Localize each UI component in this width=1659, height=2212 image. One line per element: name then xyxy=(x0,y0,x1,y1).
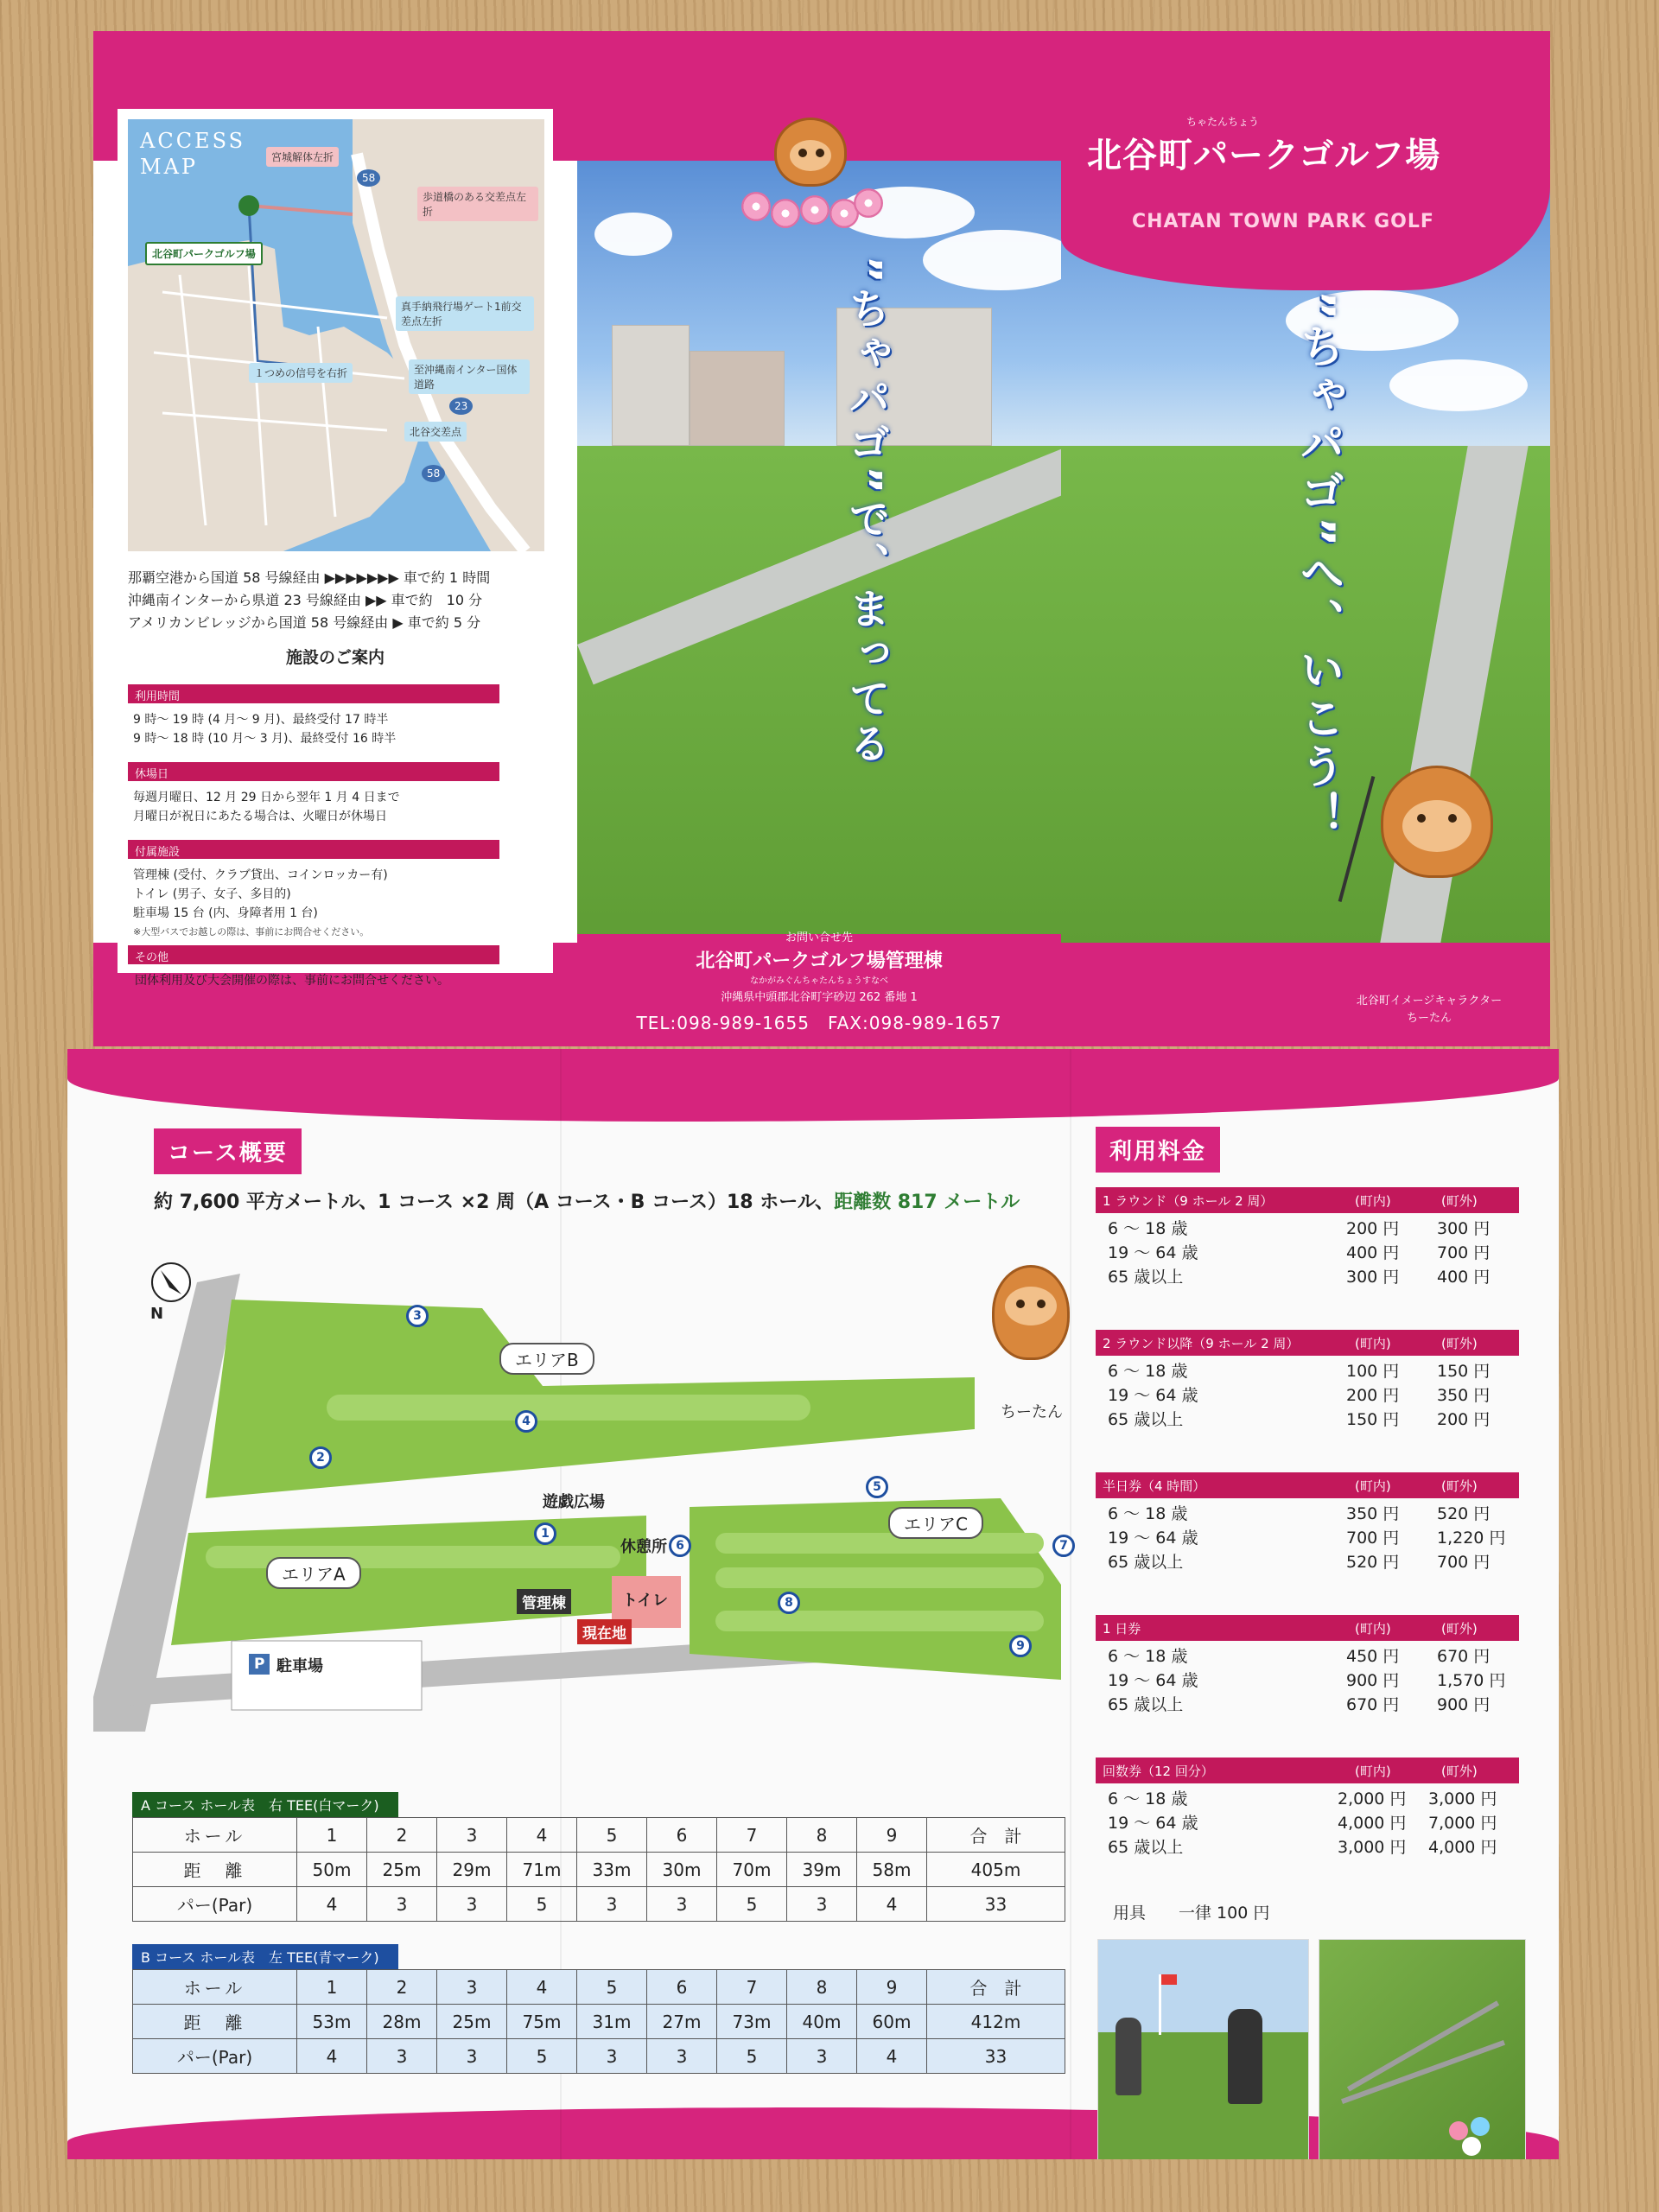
player-figure xyxy=(1228,2009,1262,2104)
amenity-line: 管理棟 (受付、クラブ貸出、コインロッカー有) xyxy=(133,868,388,882)
contact-label: お問い合せ先 xyxy=(785,931,853,944)
cell: 3 xyxy=(787,2039,857,2074)
parking-lot xyxy=(232,1641,422,1710)
other-label: その他 xyxy=(128,945,499,964)
building xyxy=(690,351,785,446)
fee-out: 3,000 円 xyxy=(1428,1789,1497,1808)
fee-out: 150 円 xyxy=(1437,1362,1491,1381)
cell: 4 xyxy=(297,1887,367,1922)
cell: 405m xyxy=(927,1853,1065,1887)
amenity-line: 駐車場 15 台 (内、身障者用 1 台) xyxy=(133,906,318,920)
hours-line: 9 時～ 19 時 (4 月～ 9 月)、最終受付 17 時半 xyxy=(133,713,389,727)
route-line-text: アメリカンビレッジから国道 58 号線経由 ▶ 車で約 5 分 xyxy=(128,614,481,631)
cell: 30m xyxy=(647,1853,717,1887)
label-chatan: 北谷交差点 xyxy=(404,422,467,442)
fee-out: 4,000 円 xyxy=(1428,1838,1497,1857)
fee-age: 65 歳以上 xyxy=(1108,1268,1184,1287)
access-map xyxy=(128,119,544,551)
cell: 3 xyxy=(577,2039,647,2074)
label-first-signal: １つめの信号を右折 xyxy=(249,363,353,383)
access-panel xyxy=(93,31,577,1046)
cell: 4 xyxy=(297,2039,367,2074)
mascot-eye xyxy=(798,149,807,157)
route-23-sign: 23 xyxy=(449,397,473,415)
contact-name: 北谷町パークゴルフ場管理棟 xyxy=(696,950,943,972)
fee-out: 7,000 円 xyxy=(1428,1814,1497,1833)
contact-block xyxy=(577,928,1061,1034)
route-58-sign: 58 xyxy=(357,169,380,187)
rest-label: 休憩所 xyxy=(620,1538,667,1556)
row-header: ホール xyxy=(133,1818,297,1853)
closed-label: 休場日 xyxy=(128,762,499,781)
fee-row xyxy=(1096,1356,1519,1380)
summary-highlight: 距離数 817 メートル xyxy=(834,1192,1020,1213)
flower-icon xyxy=(800,195,830,225)
fee-head xyxy=(1096,1472,1519,1498)
fee-age: 6 ～ 18 歳 xyxy=(1108,1789,1188,1808)
parking-icon: P xyxy=(249,1654,270,1675)
club-shaft xyxy=(1347,2000,1499,2091)
row-header: パー(Par) xyxy=(133,2039,297,2074)
cell: 75m xyxy=(507,2005,577,2039)
current-location-label: 現在地 xyxy=(577,1619,632,1644)
label-okinawa-ic: 至沖縄南インター国体道路 xyxy=(409,359,530,394)
golf-ball xyxy=(1471,2117,1490,2136)
fee-col-out: (町外) xyxy=(1441,1336,1478,1351)
table-row xyxy=(133,1853,1065,1887)
cell: 58m xyxy=(857,1853,927,1887)
fees-heading: 利用料金 xyxy=(1096,1127,1220,1173)
cell: 4 xyxy=(857,1887,927,1922)
hole-marker: 5 xyxy=(866,1476,888,1498)
fee-age: 19 ～ 64 歳 xyxy=(1108,1671,1198,1690)
fee-col-in: (町内) xyxy=(1355,1764,1391,1779)
hole-marker: 7 xyxy=(1052,1535,1075,1557)
brochure-inner-side xyxy=(67,1049,1559,2159)
cell: 25m xyxy=(367,1853,437,1887)
fee-row xyxy=(1096,1380,1519,1404)
row-header: ホール xyxy=(133,1970,297,2005)
table-row xyxy=(133,2005,1065,2039)
cell: 412m xyxy=(927,2005,1065,2039)
row-header: パー(Par) xyxy=(133,1887,297,1922)
fee-out: 200 円 xyxy=(1437,1410,1491,1429)
mascot-eye xyxy=(1016,1300,1025,1308)
cell: 8 xyxy=(787,1818,857,1853)
fee-out: 520 円 xyxy=(1437,1504,1491,1523)
cell: 40m xyxy=(787,2005,857,2039)
fee-in: 150 円 xyxy=(1346,1410,1400,1429)
cell: 9 xyxy=(857,1818,927,1853)
fee-col-in: (町内) xyxy=(1355,1193,1391,1209)
cell: 3 xyxy=(647,1887,717,1922)
title-ruby: ちゃたんちょう xyxy=(1186,116,1260,128)
fee-age: 6 ～ 18 歳 xyxy=(1108,1504,1188,1523)
fees-panel xyxy=(1087,1118,1536,2069)
cell: 7 xyxy=(717,1970,787,2005)
route-58-sign: 58 xyxy=(422,465,445,482)
fee-head xyxy=(1096,1187,1519,1213)
fee-in: 4,000 円 xyxy=(1338,1814,1407,1833)
cell: 3 xyxy=(437,1818,507,1853)
photo-clubs xyxy=(1319,1939,1526,2159)
table-row xyxy=(133,1970,1065,2005)
cell: 73m xyxy=(717,2005,787,2039)
route-line xyxy=(249,206,353,214)
fee-head xyxy=(1096,1615,1519,1641)
fee-in: 670 円 xyxy=(1346,1695,1400,1714)
cell: 6 xyxy=(647,1970,717,2005)
fee-row xyxy=(1096,1832,1519,1856)
cloud xyxy=(594,213,672,256)
fee-in: 200 円 xyxy=(1346,1386,1400,1405)
flower-icon xyxy=(771,199,800,228)
cell: 50m xyxy=(297,1853,367,1887)
fee-block xyxy=(1096,1615,1519,1713)
mascot-eye xyxy=(1448,814,1457,823)
cover-panel xyxy=(1061,31,1550,1046)
mascot-eye xyxy=(1417,814,1426,823)
fee-row xyxy=(1096,1404,1519,1428)
fee-col-out: (町外) xyxy=(1441,1478,1478,1494)
table-a xyxy=(132,1817,1065,1922)
cell: 8 xyxy=(787,1970,857,2005)
cell: 5 xyxy=(717,2039,787,2074)
cell: 合 計 xyxy=(927,1818,1065,1853)
cell: 1 xyxy=(297,1970,367,2005)
map-title-line-2: MAP xyxy=(140,155,199,179)
fee-row xyxy=(1096,1547,1519,1571)
cell: 33m xyxy=(577,1853,647,1887)
route-line-text: 那覇空港から国道 58 号線経由 ▶▶▶▶▶▶▶ 車で約 1 時間 xyxy=(128,569,491,586)
fee-title: 回数券（12 回分） xyxy=(1103,1764,1214,1779)
fee-out: 1,570 円 xyxy=(1437,1671,1506,1690)
cell: 33 xyxy=(927,2039,1065,2074)
hole-marker: 1 xyxy=(534,1522,556,1545)
summary-text: 約 7,600 平方メートル、1 コース ×2 周（A コース・B コース）18 ホール、 xyxy=(154,1192,835,1213)
pink-band xyxy=(67,1049,1559,1122)
amenities-text xyxy=(133,866,531,942)
cell: 5 xyxy=(577,1818,647,1853)
fee-row xyxy=(1096,1262,1519,1286)
fee-row xyxy=(1096,1783,1519,1808)
mascot-pointing xyxy=(975,1256,1087,1386)
map-title xyxy=(140,128,245,180)
hours-label: 利用時間 xyxy=(128,684,499,703)
fairway-area-c xyxy=(690,1498,1061,1680)
slogan-vertical: ”ちゃパゴ”へ、いこう！ xyxy=(1292,290,1344,841)
cell: 33 xyxy=(927,1887,1065,1922)
hole-marker: 8 xyxy=(778,1592,800,1614)
fee-age: 65 歳以上 xyxy=(1108,1695,1184,1714)
fee-block xyxy=(1096,1187,1519,1286)
amenity-line: トイレ (男子、女子、多目的) xyxy=(133,887,291,901)
mascot-face xyxy=(1005,1287,1057,1325)
fee-head xyxy=(1096,1330,1519,1356)
fee-out: 700 円 xyxy=(1437,1553,1491,1572)
fee-in: 520 円 xyxy=(1346,1553,1400,1572)
facility-title: 施設のご案内 xyxy=(285,648,385,667)
cell: 3 xyxy=(437,2039,507,2074)
fee-col-in: (町内) xyxy=(1355,1621,1391,1637)
photo-players xyxy=(1097,1939,1309,2159)
golf-ball xyxy=(1449,2121,1468,2140)
fee-age: 6 ～ 18 歳 xyxy=(1108,1362,1188,1381)
fee-age: 65 歳以上 xyxy=(1108,1410,1184,1429)
table-row xyxy=(133,1887,1065,1922)
area-a-tag: エリアA xyxy=(266,1557,361,1589)
other-text: 団体利用及び大会開催の際は、事前にお問合せください。 xyxy=(135,974,449,988)
cell: 2 xyxy=(367,1970,437,2005)
contact-address: 沖縄県中頭郡北谷町字砂辺 262 番地 1 xyxy=(721,991,918,1004)
golf-ball xyxy=(1462,2137,1481,2156)
fee-out: 1,220 円 xyxy=(1437,1529,1506,1548)
row-header: 距 離 xyxy=(133,2005,297,2039)
cell: 合 計 xyxy=(927,1970,1065,2005)
fee-out: 300 円 xyxy=(1437,1219,1491,1238)
cloud xyxy=(923,230,1061,290)
fee-row xyxy=(1096,1641,1519,1665)
label-miyagi: 宮城解体左折 xyxy=(266,147,339,167)
mascot-face xyxy=(1402,800,1471,852)
fee-col-in: (町内) xyxy=(1355,1478,1391,1494)
cell: 60m xyxy=(857,2005,927,2039)
cell: 2 xyxy=(367,1818,437,1853)
fee-in: 900 円 xyxy=(1346,1671,1400,1690)
cell: 3 xyxy=(577,1887,647,1922)
caption-line: ちーたん xyxy=(1406,1012,1452,1025)
hole-marker: 2 xyxy=(309,1446,332,1469)
fee-age: 65 歳以上 xyxy=(1108,1838,1184,1857)
parking-label: 駐車場 xyxy=(276,1657,323,1675)
table-b-title: B コース ホール表 左 TEE(青マーク) xyxy=(132,1944,398,1969)
amenity-note: ※大型バスでお越しの際は、事前にお問合せください。 xyxy=(133,926,370,938)
fee-out: 350 円 xyxy=(1437,1386,1491,1405)
slogan-vertical: ”ちゃパゴ”で、まってる xyxy=(842,256,890,767)
closed-line: 毎週月曜日、12 月 29 日から翌年 1 月 4 日まで xyxy=(133,791,400,804)
fee-in: 450 円 xyxy=(1346,1647,1400,1666)
cell: 28m xyxy=(367,2005,437,2039)
brochure-outer-side xyxy=(93,31,1550,1046)
hole-table-a xyxy=(132,1792,1065,1922)
contact-ruby: なかがみぐんちゃたんちょうすなべ xyxy=(750,976,888,986)
fee-out: 670 円 xyxy=(1437,1647,1491,1666)
road xyxy=(93,1274,240,1732)
character-caption xyxy=(1334,993,1524,1027)
cell: 4 xyxy=(507,1818,577,1853)
table-b xyxy=(132,1969,1065,2074)
north-label: N xyxy=(150,1305,164,1323)
fee-col-out: (町外) xyxy=(1441,1621,1478,1637)
closed-line: 月曜日が祝日にあたる場合は、火曜日が休場日 xyxy=(133,810,387,823)
mascot-eye xyxy=(1037,1300,1046,1308)
fee-title: 2 ラウンド以降（9 ホール 2 周） xyxy=(1103,1336,1300,1351)
photo-panel xyxy=(577,31,1061,1046)
fee-row xyxy=(1096,1237,1519,1262)
fee-in: 350 円 xyxy=(1346,1504,1400,1523)
route-line-text: 沖縄南インターから県道 23 号線経由 ▶▶ 車で約 10 分 xyxy=(128,592,483,608)
fee-age: 65 歳以上 xyxy=(1108,1553,1184,1572)
cell: 39m xyxy=(787,1853,857,1887)
hours-text xyxy=(133,710,531,748)
cell: 71m xyxy=(507,1853,577,1887)
fee-col-in: (町内) xyxy=(1355,1336,1391,1351)
fee-age: 6 ～ 18 歳 xyxy=(1108,1647,1188,1666)
fee-age: 19 ～ 64 歳 xyxy=(1108,1814,1198,1833)
cell: 7 xyxy=(717,1818,787,1853)
fairway-area-a xyxy=(171,1516,646,1645)
cell: 9 xyxy=(857,1970,927,2005)
table-row xyxy=(133,2039,1065,2074)
cell: 3 xyxy=(647,2039,717,2074)
cell: 4 xyxy=(857,2039,927,2074)
fee-in: 200 円 xyxy=(1346,1219,1400,1238)
fee-block xyxy=(1096,1758,1519,1856)
fee-row xyxy=(1096,1665,1519,1689)
equipment-fee: 用具 一律 100 円 xyxy=(1113,1904,1270,1923)
fee-age: 19 ～ 64 歳 xyxy=(1108,1243,1198,1262)
mascot-golfer xyxy=(1355,757,1510,912)
caption-line: 北谷町イメージキャラクター xyxy=(1356,995,1503,1007)
cover-subtitle: CHATAN TOWN PARK GOLF xyxy=(1132,211,1434,232)
building xyxy=(612,325,690,446)
cell: 5 xyxy=(507,1887,577,1922)
course-heading: コース概要 xyxy=(154,1128,302,1174)
cover-title: 北谷町パークゴルフ場 xyxy=(1087,136,1441,175)
course-summary xyxy=(154,1187,1020,1214)
fee-row xyxy=(1096,1498,1519,1522)
fee-age: 19 ～ 64 歳 xyxy=(1108,1529,1198,1548)
course-photo xyxy=(577,161,1061,943)
fee-in: 100 円 xyxy=(1346,1362,1400,1381)
cell: 53m xyxy=(297,2005,367,2039)
access-card xyxy=(118,109,553,973)
fee-title: 1 ラウンド（9 ホール 2 周） xyxy=(1103,1193,1274,1209)
fee-in: 300 円 xyxy=(1346,1268,1400,1287)
course-map xyxy=(93,1248,1087,1732)
row-header: 距 離 xyxy=(133,1853,297,1887)
closed-text xyxy=(133,788,531,826)
player-figure xyxy=(1116,2018,1141,2095)
fee-in: 700 円 xyxy=(1346,1529,1400,1548)
hole-marker: 3 xyxy=(406,1305,429,1327)
cell: 70m xyxy=(717,1853,787,1887)
toilet-label: トイレ xyxy=(622,1592,669,1610)
fee-row xyxy=(1096,1808,1519,1832)
hole-marker: 4 xyxy=(515,1410,537,1433)
cell: 6 xyxy=(647,1818,717,1853)
cell: 4 xyxy=(507,1970,577,2005)
cell: 27m xyxy=(647,2005,717,2039)
park-marker xyxy=(238,195,259,216)
area-b-tag: エリアB xyxy=(499,1343,594,1375)
cell: 3 xyxy=(367,1887,437,1922)
fee-col-out: (町外) xyxy=(1441,1193,1478,1209)
fee-age: 19 ～ 64 歳 xyxy=(1108,1386,1198,1405)
fee-out: 900 円 xyxy=(1437,1695,1491,1714)
fee-row xyxy=(1096,1689,1519,1713)
table-row xyxy=(133,1818,1065,1853)
fee-block xyxy=(1096,1330,1519,1428)
cell: 5 xyxy=(577,1970,647,2005)
mascot-eye xyxy=(816,149,824,157)
map-graphic xyxy=(128,119,544,551)
access-routes xyxy=(128,567,543,634)
office-label: 管理棟 xyxy=(517,1589,571,1614)
flag-icon xyxy=(1161,1974,1177,1985)
fee-in: 400 円 xyxy=(1346,1243,1400,1262)
north-arrow-icon xyxy=(152,1263,190,1301)
cell: 3 xyxy=(367,2039,437,2074)
fee-in: 3,000 円 xyxy=(1338,1838,1407,1857)
fee-title: 1 日券 xyxy=(1103,1621,1141,1637)
cell: 29m xyxy=(437,1853,507,1887)
fee-title: 半日券（4 時間） xyxy=(1103,1478,1206,1494)
hole-marker: 9 xyxy=(1009,1635,1032,1657)
cell: 3 xyxy=(437,1887,507,1922)
cell: 31m xyxy=(577,2005,647,2039)
club-shaft xyxy=(1341,2040,1505,2104)
fee-out: 700 円 xyxy=(1437,1243,1491,1262)
fee-age: 6 ～ 18 歳 xyxy=(1108,1219,1188,1238)
mascot-face xyxy=(790,140,831,171)
amenities-label: 付属施設 xyxy=(128,840,499,859)
cell: 25m xyxy=(437,2005,507,2039)
contact-tel-fax: TEL:098-989-1655 FAX:098-989-1657 xyxy=(636,1013,1002,1033)
cell: 5 xyxy=(507,2039,577,2074)
cell: 1 xyxy=(297,1818,367,1853)
fee-in: 2,000 円 xyxy=(1338,1789,1407,1808)
fee-block xyxy=(1096,1472,1519,1571)
table-a-title: A コース ホール表 右 TEE(白マーク) xyxy=(132,1792,398,1817)
plaza-label: 遊戯広場 xyxy=(543,1493,605,1511)
fee-row xyxy=(1096,1522,1519,1547)
flower-icon xyxy=(741,192,771,221)
cloud xyxy=(1389,359,1528,411)
cell: 5 xyxy=(717,1887,787,1922)
label-park: 北谷町パークゴルフ場 xyxy=(145,242,263,265)
label-makiminato: 真手納飛行場ゲート1前交差点左折 xyxy=(396,296,534,331)
mascot-with-flowers xyxy=(741,109,880,230)
label-bridge: 歩道橋のある交差点左折 xyxy=(417,187,538,221)
fee-out: 400 円 xyxy=(1437,1268,1491,1287)
mascot-name: ちーたん xyxy=(1001,1403,1063,1421)
cell: 3 xyxy=(787,1887,857,1922)
map-title-line-1: ACCESS xyxy=(140,129,246,153)
fee-col-out: (町外) xyxy=(1441,1764,1478,1779)
fee-head xyxy=(1096,1758,1519,1783)
flower-icon xyxy=(854,188,883,218)
hours-line: 9 時～ 18 時 (10 月～ 3 月)、最終受付 16 時半 xyxy=(133,732,397,746)
area-c-tag: エリアC xyxy=(888,1507,983,1539)
hole-table-b xyxy=(132,1944,1065,2074)
fee-row xyxy=(1096,1213,1519,1237)
cell: 3 xyxy=(437,1970,507,2005)
hole-marker: 6 xyxy=(669,1535,691,1557)
